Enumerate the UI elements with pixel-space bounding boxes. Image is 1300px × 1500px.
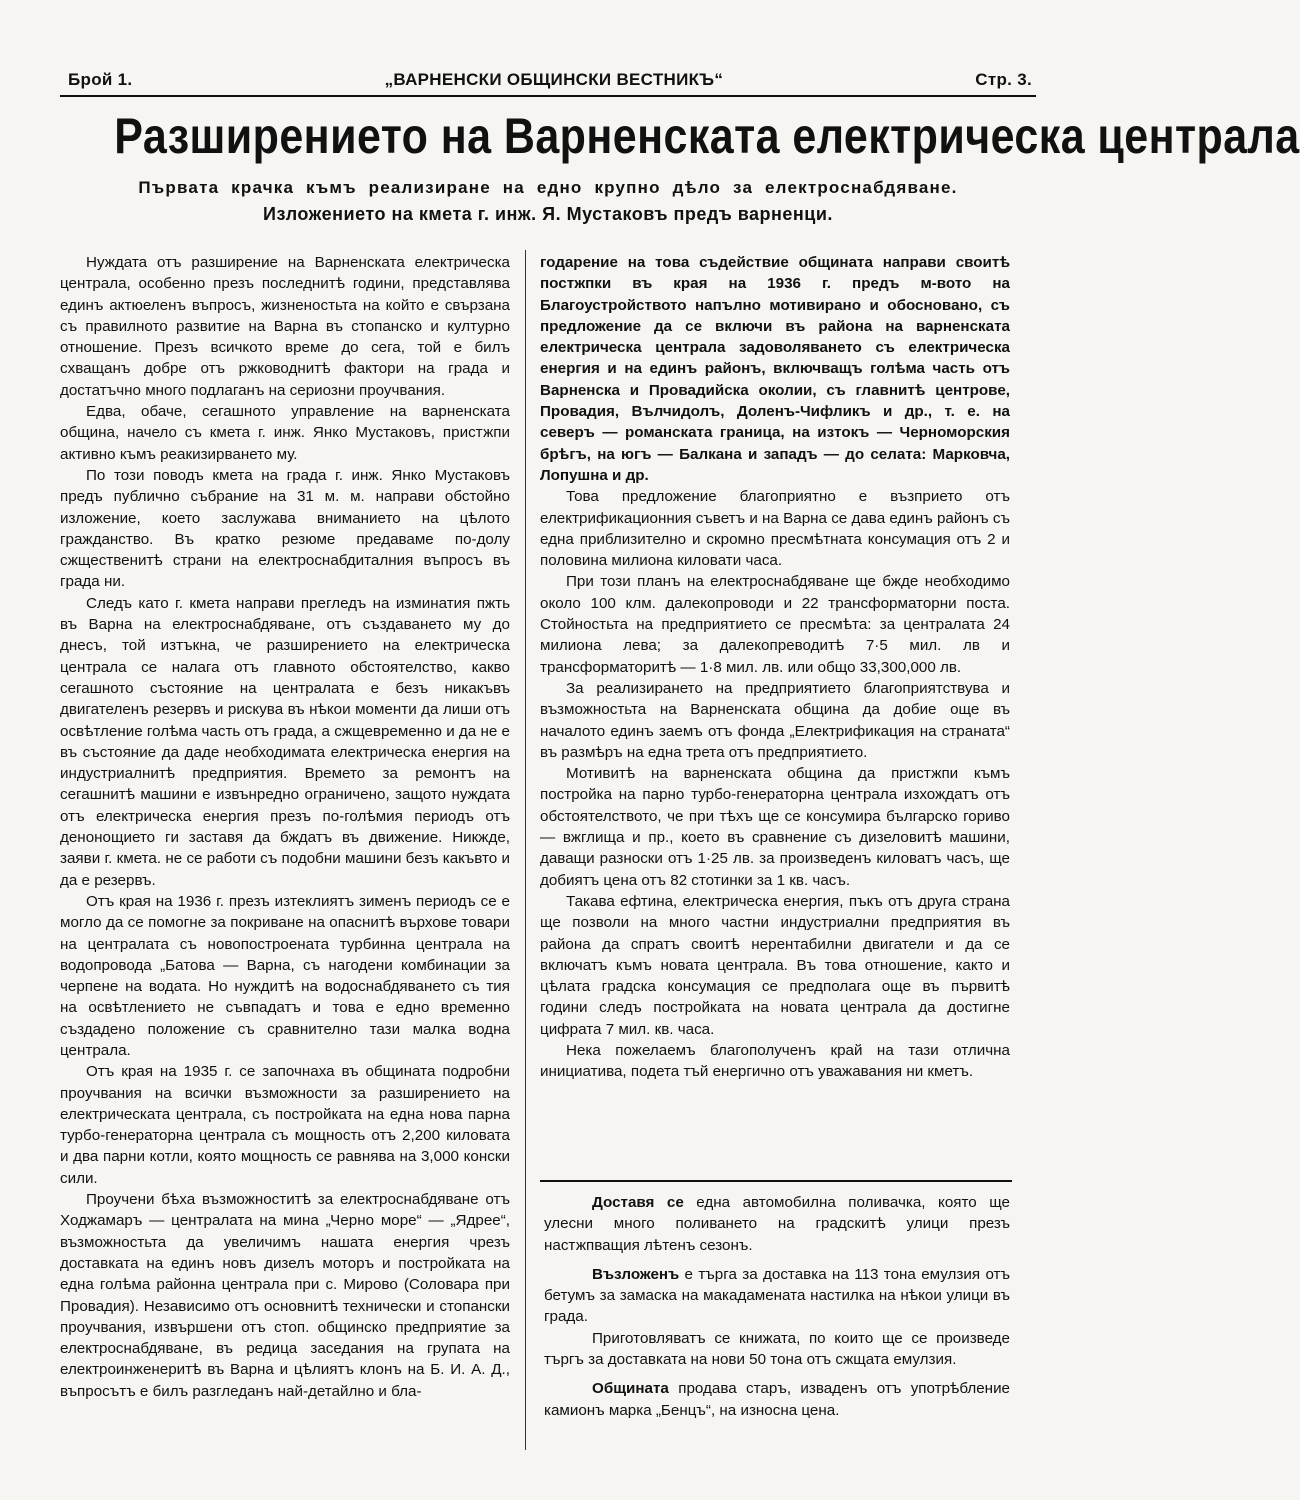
paragraph: По този поводъ кмета на града г. инж. Янко Мустаковъ предъ публично събрание на 31 м. м. направи обстойно изложение, което заслужава вниманието на цѣлото гражданство. Въ кратко резюме предаваме по-долу сжщественитѣ страни на електроснабдиталния въпросъ въ града ни.: [60, 466, 510, 591]
paragraph: Нека пожелаемъ благополученъ край на тази отлична инициатива, подета тъй енергично отъ уважавания ни кметъ.: [540, 1041, 1010, 1081]
paragraph: Проучени бѣха възможноститѣ за електроснабдяване отъ Ходжамаръ — централата на мина „Черно море“ — „Ядрее“, възможностьта да увеличимъ нашата енергия чрезъ доставката на единъ новъ дизелъ моторъ и постройката на една голѣма районна централа при с. Мирово (Соловара при Провадия). Независимо отъ основнитѣ технически и стопански проучвания, извършени отъ стоп. общинско предприятие за електроснабдяване, въ редица заседания на групата на електроинженеритѣ въ Варна и цѣлиятъ клонъ на Б. И. А. Д., въпросътъ е билъ разгледанъ най-детайлно и бла-: [60, 1191, 510, 1400]
newspaper-name: „ВАРНЕНСКИ ОБЩИНСКИ ВЕСТНИКЪ“: [384, 70, 724, 89]
left-column: [60, 252, 510, 1402]
column-divider: [525, 250, 526, 1450]
notices-rule: [540, 1180, 1012, 1182]
paragraph: Такава ефтина, електрическа енергия, пъкъ отъ друга страна ще позволи на много частни индустриални предприятия въ района да спратъ своитѣ нерентабилни двигатели и да се включатъ къмъ новата централа. Въ това отношение, както и цѣлата градска консумация се предполага още въ първитѣ години следъ постройката на новата централа да достигне цифрата 7 мил. кв. часа.: [540, 892, 1010, 1038]
header-rule: [60, 95, 1036, 97]
article-subtitle-2: Изложението на кмета г. инж. Я. Мустаковъ предъ варненци.: [263, 204, 833, 224]
paragraph: При този планъ на електроснабдяване ще бжде необходимо около 100 клм. далекопроводи и 22 трансформаторни поста. Стойностьта на предприятието се пресмѣта: за централата 24 милиона лева; за далекопреводитѣ 7·5 мил. лв и трансформаторитѣ — 1·8 мил. лв. или общо 33,300,000 лв.: [540, 573, 1010, 676]
notice-lead: Общината: [592, 1380, 669, 1398]
article-title: Разширението на Варненската електрическа централа: [114, 108, 1300, 164]
notice-text: Приготовляватъ се книжата, по които ще се произведе търгъ за доставката на нови 50 тона отъ сжщата емулзия.: [544, 1329, 1010, 1369]
notice-item: [544, 1378, 1010, 1421]
paragraph: Отъ края на 1936 г. презъ изтеклиятъ зименъ периодъ се е могло да се помогне за покриване на опаснитѣ върхове товари на централата съ новопостроената турбинна централа на водопровода „Батова — Варна, съ нагодени комбинации за черпене на водата. Но нуждитѣ на водоснабдяването съ тия на освѣтлението не съвпадатъ и това е едно временно създадено положение съ сравнително тази малка водна централа.: [60, 892, 510, 1059]
paragraph: Следъ като г. кмета направи прегледъ на изминатия пжть въ Варна на електроснабдяване, отъ създаването му до днесъ, той изтъкна, че разширението на електрическа централа се налага отъ главното обстоятелство, какво сегашното състояние на централата е безъ никакъвъ двигателенъ резервъ и рискува въ нѣкои моменти да лиши отъ освѣтление голѣма часть отъ града, а сжщевременно и да не е въ състояние да даде необходимата електрическа енергия на индустриалнитѣ предприятия. Времето за ремонтъ на сегашнитѣ машини е извънредно ограничено, защото нуждата отъ електрическа енергия презъ по-голѣмия периодъ отъ денонощието ги заставя да бждатъ въ движение. Никжде, заяви г. кмета. не се работи съ подобни машини безъ какъвто и да е резервъ.: [60, 594, 510, 889]
running-head: [68, 62, 1032, 90]
notice-text: продава старъ, изваденъ отъ употрѣбление камионъ марка „Бенцъ“, на износна цена.: [544, 1380, 1010, 1419]
paragraph: Това предложение благоприятно е възприето отъ електрификационния съветъ и на Варна се дава единъ районъ съ една приблизително и скромно пресмѣтната консумация отъ 2 и половина милиона киловати часа.: [540, 488, 1010, 570]
notice-item: [544, 1328, 1010, 1371]
issue-number: Брой 1.: [68, 70, 133, 89]
article-subtitle: Първата крачка къмъ реализиране на едно крупно дѣло за електроснабдяване.: [138, 178, 958, 197]
paragraph: Мотивитѣ на варненската община да пристжпи къмъ постройка на парно турбо-генераторна централа изхождатъ отъ обстоятелството, че при тѣхъ ще се консумира българско гориво — вжглища и пр., което въ сравнение съ дизеловитѣ машини, даващи разноски отъ 1·25 лв. за произведенъ киловатъ часъ, ще добиятъ цена отъ 82 стотинки за 1 кв. часъ.: [540, 765, 1010, 889]
right-column: [540, 252, 1010, 1083]
notice-item: [544, 1264, 1010, 1328]
paragraph: За реализирането на предприятието благоприятствува и възможностьта на Варненската община да добие още въ началото единъ заемъ отъ фонда „Електрификация на страната“ въ размѣръ на една трета отъ предприятието.: [540, 679, 1010, 761]
notice-text: една автомобилна поливачка, която ще улесни много поливането на градскитѣ улици презъ настжпващия лѣтенъ сезонъ.: [544, 1194, 1011, 1254]
notice-item: [544, 1192, 1010, 1256]
notice-lead: Доставя се: [592, 1194, 684, 1211]
paragraph: Нуждата отъ разширение на Варненската електрическа централа, особенно презъ последнитѣ години, представлява единъ актюеленъ въпросъ, жизненостьта на който е свързана съ правилното развитие на Варна въ стопанско и културно отношение. Презъ всичкото време до сега, той е билъ схващанъ добре отъ ржководнитѣ фактори на града и достатъчно много подлаганъ на сериозни проучвания.: [60, 254, 510, 399]
notice-lead: Възложенъ: [592, 1265, 680, 1283]
paragraph: Отъ края на 1935 г. се започнаха въ общината подробни проучвания на всички възможности за разширението на електрическата централа, съ постройката на една нова парна турбо-генераторна централа съ мощность отъ 2,200 киловата и два парни котли, която мощность се равнява на 3,000 конски сили.: [60, 1063, 510, 1187]
paragraph: Едва, обаче, сегашното управление на варненската община, начело съ кмета г. инж. Янко Мустаковъ, пристжпи активно къмъ реакизирването му.: [60, 403, 510, 463]
page-number: Стр. 3.: [975, 70, 1032, 89]
notices-section: [544, 1192, 1010, 1429]
notice-text: е търга за доставка на 113 тона емулзия отъ бетумъ за замаска на макадамената настилка на нѣкои улици въ града.: [544, 1265, 1010, 1326]
paragraph-bold: годарение на това съдействие общината направи своитѣ постжпки въ края на 1936 г. предъ м-вото на Благоустройството напълно мотивирано и обосновано, съ предложение да се включи въ района на варненската електрическа централа задоволяването съ електрическа енергия и на единъ районъ, включващъ голѣма часть отъ Варненска и Провадийска околии, съ главнитѣ центрове, Провадия, Вълчидолъ, Доленъ-Чифликъ и др., т. е. на северъ — романската граница, на изтокъ — Черноморския брѣгъ, на югъ — Балкана и западъ — до селата: Марковча, Лопушна и др.: [540, 254, 1010, 484]
